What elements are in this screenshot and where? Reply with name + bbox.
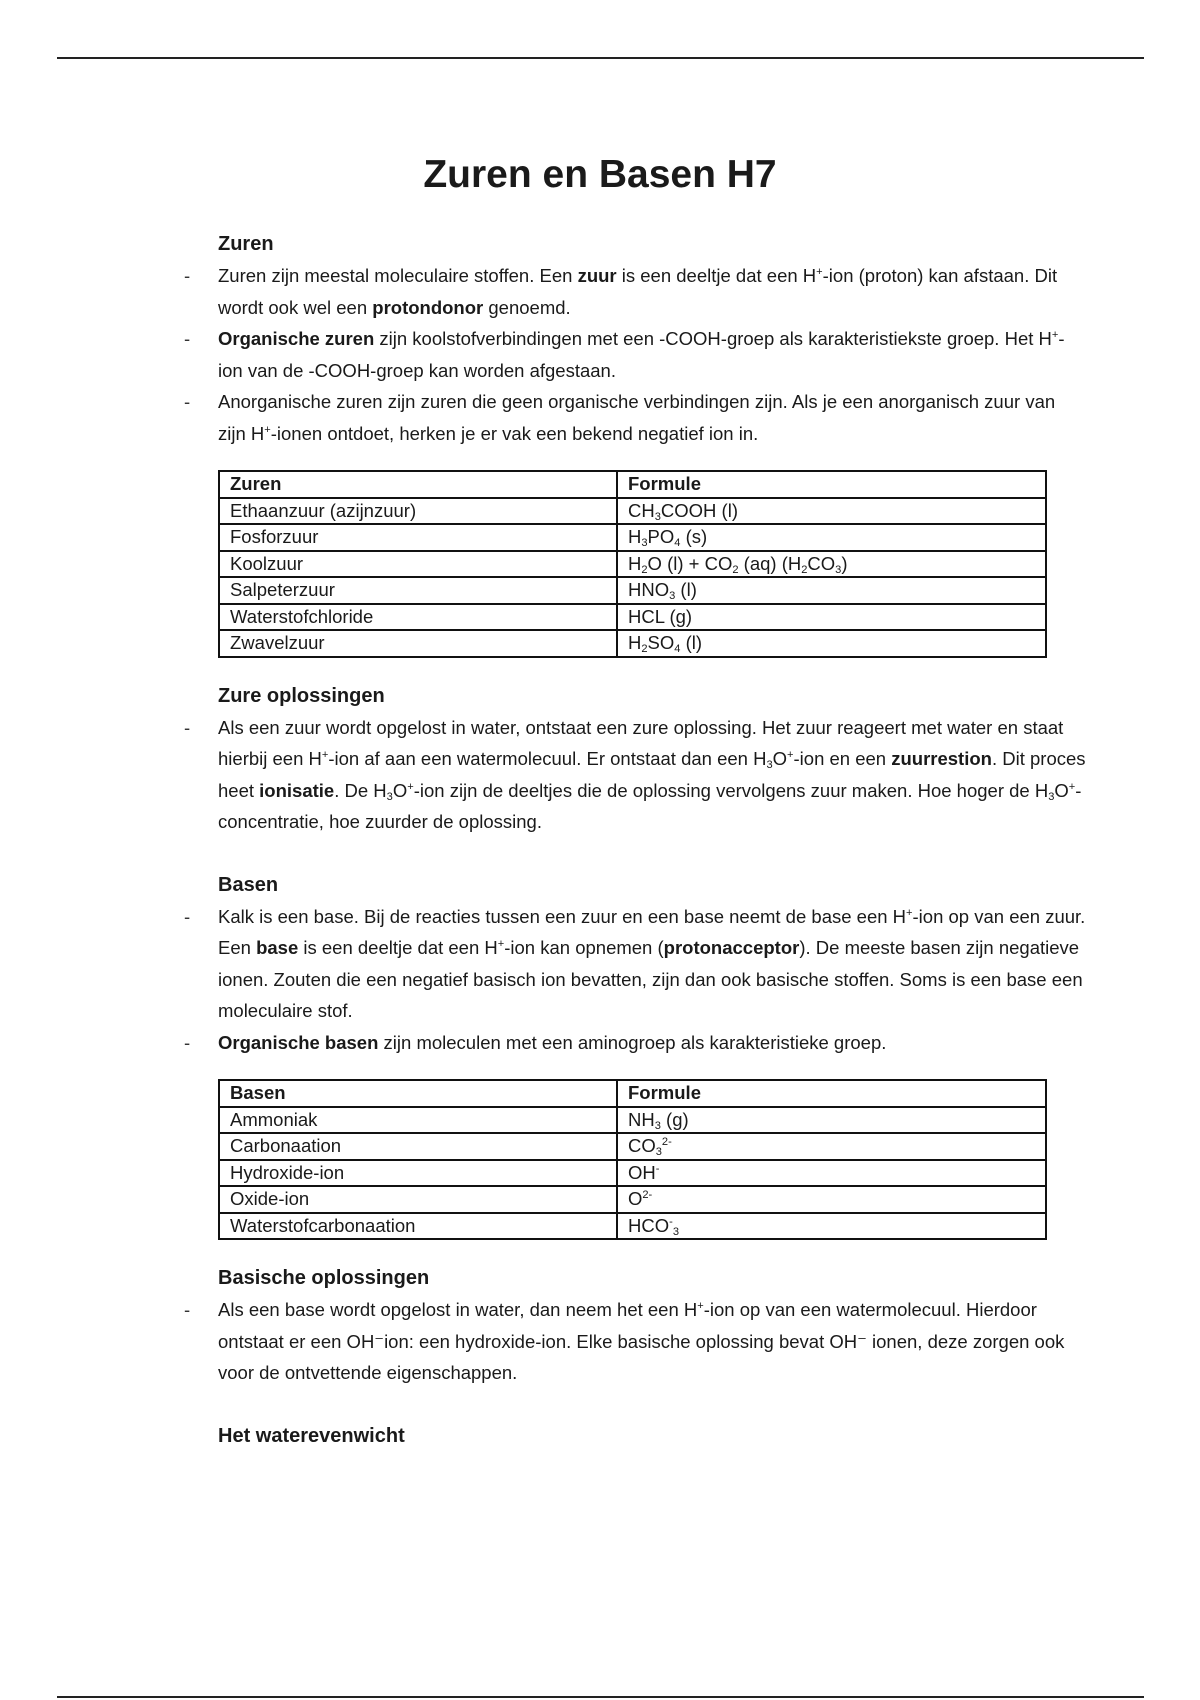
table-header-row	[219, 1080, 1046, 1107]
formula-cell	[617, 524, 1046, 551]
bottom-rule	[57, 1696, 1144, 1698]
superscript: +	[264, 423, 271, 436]
table-row	[219, 577, 1046, 604]
superscript: -	[669, 1215, 673, 1228]
superscript: +	[407, 780, 414, 793]
text: HNO	[628, 579, 670, 600]
superscript: +	[787, 748, 794, 761]
subscript: 3	[641, 536, 648, 549]
superscript: +	[697, 1299, 704, 1312]
heading-basische-oplossingen: Basische oplossingen	[218, 1267, 430, 1289]
term-organische-zuren: Organische zuren	[218, 328, 375, 349]
list-item	[218, 1294, 1088, 1389]
text: (l)	[675, 579, 697, 600]
table-zuren	[218, 470, 1047, 658]
table-header: Zuren	[219, 471, 617, 498]
list-basische-oplossingen	[218, 1294, 1088, 1389]
table-header: Formule	[617, 1080, 1046, 1107]
subscript: 3	[669, 589, 676, 602]
superscript: +	[497, 937, 505, 950]
term-base: base	[256, 937, 299, 958]
superscript: -	[655, 1162, 660, 1175]
formula-cell	[617, 1160, 1046, 1187]
text: (l)	[680, 632, 703, 653]
list-item	[218, 901, 1088, 1027]
formula-cell	[617, 577, 1046, 604]
subscript: 3	[1048, 790, 1055, 803]
subscript: 4	[674, 536, 681, 549]
text: H	[628, 526, 642, 547]
superscript: +	[321, 748, 329, 761]
formula-cell	[617, 498, 1046, 525]
table-row	[219, 1133, 1046, 1160]
text: is een deeltje dat een H	[616, 265, 817, 286]
text: -ionen ontdoet, herken je er vak een bekend negatief ion in.	[270, 422, 759, 444]
table-row	[219, 551, 1046, 578]
text: Kalk is een base. Bij de reacties tussen een zuur en een base neemt de base een H	[218, 905, 907, 927]
text: -ion op van een zuur. Een	[218, 905, 1086, 958]
term-organische-basen: Organische basen	[218, 1031, 379, 1053]
table-cell: Ethaanzuur (azijnzuur)	[219, 498, 617, 525]
text: )	[841, 552, 848, 574]
subscript: 2	[801, 563, 808, 576]
text: H	[628, 552, 642, 574]
heading-het-waterevenwicht: Het waterevenwicht	[218, 1424, 405, 1447]
text: NH	[628, 1108, 655, 1130]
list-item	[218, 1027, 1088, 1059]
term-protondonor: protondonor	[372, 296, 484, 318]
text: COOH (l)	[660, 499, 738, 521]
heading-zuren: Zuren	[218, 233, 274, 255]
superscript: 2-	[661, 1135, 672, 1148]
text: Anorganische zuren zijn zuren die geen organische verbindingen zijn. Als je een anorganisch zuur van zijn H	[218, 391, 1056, 444]
text: . De H	[334, 779, 387, 801]
text: zijn moleculen met een aminogroep als karakteristieke groep.	[378, 1031, 887, 1053]
subscript: 3	[386, 790, 393, 803]
text: HCL (g)	[628, 605, 693, 627]
list-zuren	[218, 260, 1088, 449]
text: O	[628, 1188, 643, 1209]
table-row	[219, 630, 1046, 657]
text: OH	[628, 1161, 656, 1183]
list-basen	[218, 901, 1088, 1059]
heading-basen: Basen	[218, 873, 279, 896]
top-rule	[57, 57, 1144, 59]
subscript: 2	[641, 642, 648, 655]
text: O (l) + CO	[647, 552, 733, 574]
table-row	[219, 1160, 1046, 1187]
page-title: Zuren en Basen H7	[423, 153, 777, 196]
list-item	[218, 386, 1088, 449]
table-cell: Oxide-ion	[219, 1186, 617, 1213]
superscript: +	[1051, 328, 1059, 341]
table-header: Formule	[617, 471, 1046, 498]
subscript: 3	[835, 563, 842, 576]
text: -ion zijn de deeltjes die de oplossing vervolgens zuur maken. Hoe hoger de H	[413, 779, 1049, 801]
text: -concentratie, hoe zuurder de oplossing.	[218, 779, 1082, 832]
text: Als een base wordt opgelost in water, dan neem het een H	[218, 1299, 698, 1320]
text: -ion af aan een watermolecuul. Er ontstaat dan een H	[328, 748, 767, 769]
superscript: +	[906, 906, 913, 919]
table-header: Basen	[219, 1080, 617, 1107]
superscript: +	[1068, 780, 1076, 793]
table-header-row	[219, 471, 1046, 498]
text: H	[628, 632, 642, 653]
text: genoemd.	[483, 296, 571, 318]
formula-cell	[617, 551, 1046, 578]
text: -ion (proton) kan afstaan. Dit wordt ook wel een	[218, 265, 1058, 318]
table-cell: Carbonaation	[219, 1133, 617, 1160]
table-cell: Fosforzuur	[219, 524, 617, 551]
term-ionisatie: ionisatie	[259, 779, 335, 801]
text: (g)	[660, 1108, 689, 1130]
text: -ion en een	[793, 748, 892, 769]
table-cell: Ammoniak	[219, 1107, 617, 1134]
list-item	[218, 323, 1088, 386]
table-cell: Waterstofchloride	[219, 604, 617, 631]
table-basen	[218, 1079, 1047, 1240]
table-cell: Koolzuur	[219, 551, 617, 578]
text: Zuren zijn meestal moleculaire stoffen. Een	[218, 265, 578, 286]
term-zuurrestion: zuurrestion	[891, 748, 992, 769]
text: zijn koolstofverbindingen met een -COOH-groep als karakteristiekste groep. Het H	[374, 328, 1052, 349]
subscript: 3	[654, 510, 661, 523]
table-row	[219, 498, 1046, 525]
text: (s)	[680, 526, 708, 547]
text: O	[772, 748, 788, 769]
list-item	[218, 712, 1088, 838]
text: O	[392, 779, 408, 801]
text: (aq) (H	[738, 552, 802, 574]
text: ). De meeste basen zijn negatieve ionen. Zouten die een negatief basisch ion bevatten, zijn dan ook basische stoffen. Soms is een base een moleculaire stof.	[218, 937, 1083, 1021]
document-body	[218, 228, 1088, 1452]
formula-cell	[617, 1213, 1046, 1240]
text: HCO	[628, 1214, 670, 1236]
text: -ion kan opnemen (	[504, 937, 664, 958]
table-cell: Waterstofcarbonaation	[219, 1213, 617, 1240]
table-row	[219, 1186, 1046, 1213]
subscript: 2	[732, 563, 739, 576]
table-row	[219, 1213, 1046, 1240]
superscript: 2-	[642, 1188, 653, 1201]
formula-cell	[617, 1133, 1046, 1160]
list-zure-oplossingen	[218, 712, 1088, 838]
text: SO	[647, 632, 675, 653]
list-item	[218, 260, 1088, 323]
text: is een deeltje dat een H	[298, 937, 498, 958]
text: . Dit proces heet	[218, 748, 1086, 801]
formula-cell	[617, 630, 1046, 657]
heading-zure-oplossingen: Zure oplossingen	[218, 684, 385, 707]
formula-cell	[617, 1107, 1046, 1134]
text: -ion op van een watermolecuul. Hierdoor ontstaat er een OH⁻ion: een hydroxide-ion. Elke basische oplossing bevat OH⁻ ionen, deze zorgen ook voor de ontvettende eigenschappen.	[218, 1299, 1065, 1383]
superscript: +	[816, 265, 823, 278]
table-cell: Hydroxide-ion	[219, 1160, 617, 1187]
text: O	[1054, 779, 1069, 801]
subscript: 2	[641, 563, 648, 576]
subscript: 3	[655, 1145, 662, 1158]
subscript: 4	[674, 642, 681, 655]
subscript: 3	[766, 758, 773, 771]
formula-cell	[617, 1186, 1046, 1213]
text: CH	[628, 499, 655, 521]
table-row	[219, 1107, 1046, 1134]
term-zuur: zuur	[577, 265, 617, 286]
text: PO	[647, 526, 675, 547]
table-row	[219, 604, 1046, 631]
formula-cell	[617, 604, 1046, 631]
table-cell: Zwavelzuur	[219, 630, 617, 657]
subscript: 3	[654, 1119, 661, 1132]
text: -ion van de -COOH-groep kan worden afgestaan.	[218, 328, 1065, 381]
table-cell: Salpeterzuur	[219, 577, 617, 604]
table-row	[219, 524, 1046, 551]
subscript: 3	[672, 1225, 679, 1238]
text: CO	[628, 1135, 656, 1156]
text: Als een zuur wordt opgelost in water, ontstaat een zure oplossing. Het zuur reageert met water en staat hierbij een H	[218, 716, 1064, 769]
text: CO	[807, 552, 836, 574]
term-protonacceptor: protonacceptor	[663, 937, 800, 958]
